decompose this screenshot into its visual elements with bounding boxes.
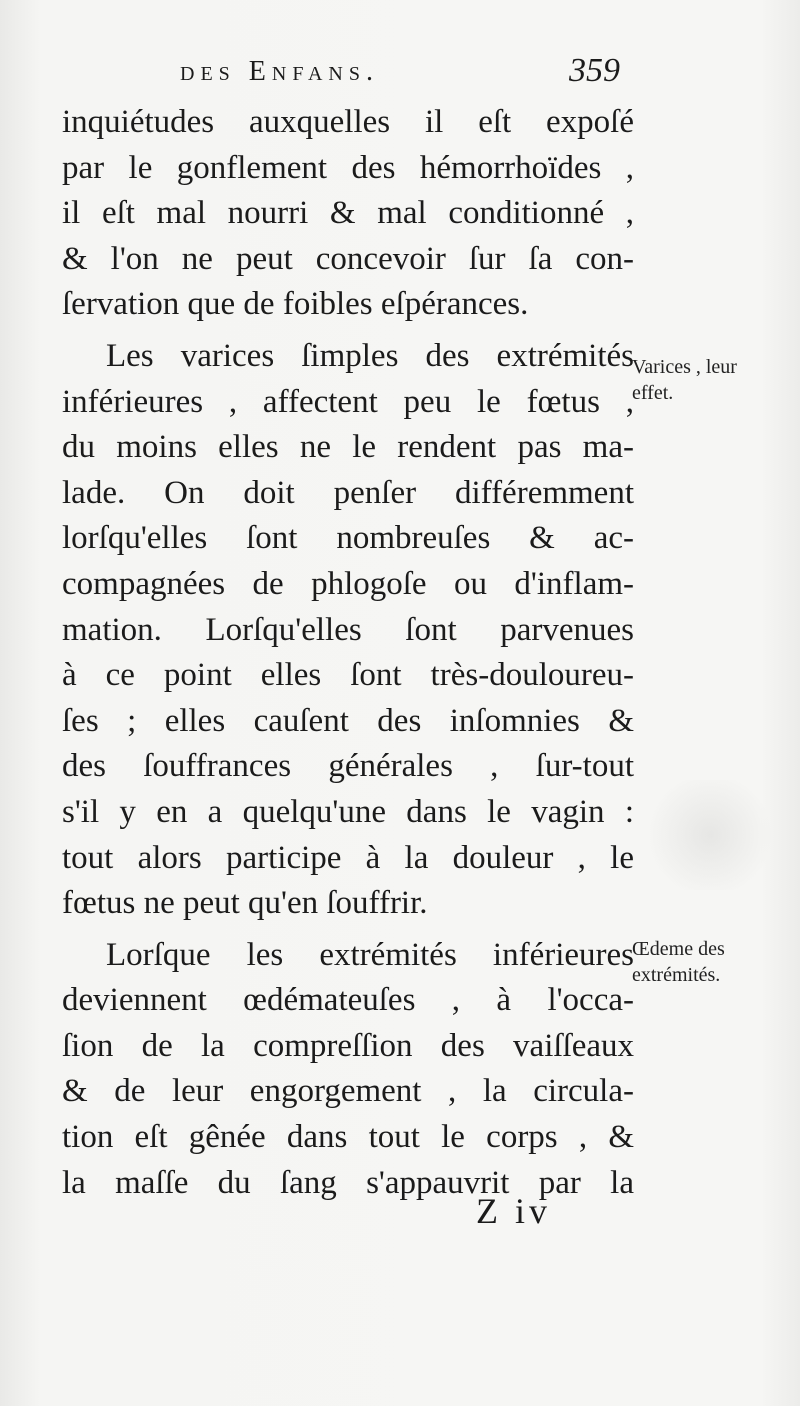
margin-note-line: effet. [632, 382, 674, 404]
text-line: & l'on ne peut concevoir ſur ſa con- [62, 240, 634, 277]
text-line: ſes ; elles cauſent des inſomnies & [62, 702, 634, 739]
text-line: Les varices ſimples des extrémités [106, 337, 634, 374]
text-line: s'il y en a quelqu'une dans le vagin : [62, 793, 634, 830]
text-line: par le gonflement des hémorrhoïdes , [62, 149, 634, 186]
signature-mark: Z iv [476, 1191, 551, 1231]
body-text [62, 100, 634, 1206]
show-through-smudge [640, 780, 780, 890]
text-line: à ce point elles ſont très-douloureu- [62, 657, 634, 694]
text-line: des ſouffrances générales , ſur-tout [62, 748, 634, 785]
text-line: lade. On doit penſer différemment [62, 474, 634, 511]
text-line: ſion de la compreſſion des vaiſſeaux [62, 1027, 634, 1064]
text-line: ſervation que de foibles eſpérances. [62, 286, 529, 323]
text-line: compagnées de phlogoſe ou d'inflam- [62, 565, 634, 602]
text-line: il eſt mal nourri & mal conditionné , [62, 195, 634, 232]
margin-note-line: Varices , leur [632, 356, 737, 378]
text-line: du moins elles ne le rendent pas ma- [62, 429, 634, 466]
text-line: tion eſt gênée dans tout le corps , & [62, 1119, 634, 1156]
text-line: & de leur engorgement , la circula- [62, 1073, 634, 1110]
text-line: Lorſque les extrémités inférieures [106, 936, 634, 973]
running-title: des Enfans. [180, 56, 379, 87]
text-line: inférieures , affectent peu le fœtus , [62, 383, 634, 420]
text-line: mation. Lorſqu'elles ſont parvenues [62, 611, 634, 648]
text-line: fœtus ne peut qu'en ſouffrir. [62, 885, 428, 922]
text-line: inquiétudes auxquelles il eſt expoſé [62, 104, 634, 140]
text-line: la maſſe du ſang s'appauvrit par la [62, 1164, 634, 1201]
margin-note-line: extrémités. [632, 964, 721, 986]
page-header [180, 52, 620, 92]
page-number: 359 [569, 52, 620, 89]
text-line: deviennent œdémateuſes , à l'occa- [62, 982, 634, 1019]
margin-note-oedeme [632, 936, 797, 988]
text-line: tout alors participe à la douleur , le [62, 839, 634, 876]
margin-note-line: Œdeme des [632, 938, 725, 960]
margin-note-varices [632, 354, 797, 406]
text-line: lorſqu'elles ſont nombreuſes & ac- [62, 520, 634, 557]
